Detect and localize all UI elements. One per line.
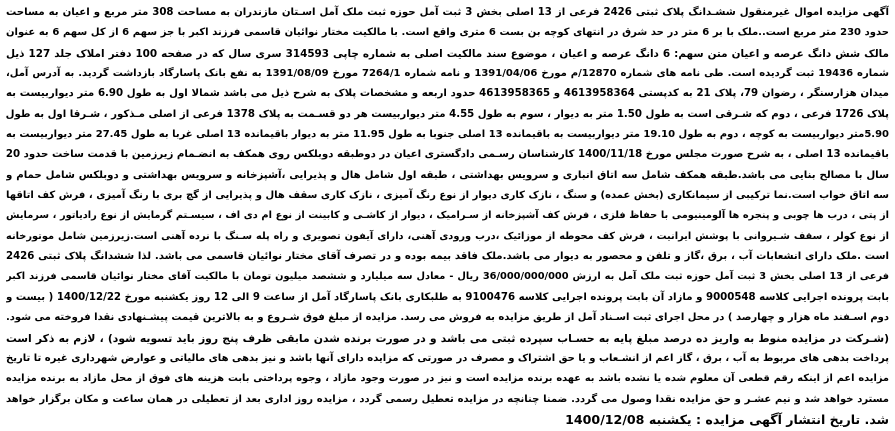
text-line: بابت پرونده اجرایی کلاسه 9000548 و مازاد آن بابت پرونده اجرایی کلاسه 9100476 به طلبکاری بانک پاسارگاد آمل از ساعت 9 الی 12 روز یکشنبه مورخ 1400/12/22 ( بیست و bbox=[6, 291, 889, 303]
text-line: میدان هزارسنگر ، رضوان 79، پلاک 21 به کدپستی 4613958364 و 4613958365 حدود اربعه و مشخصات پلاک به شرح ذیل می باشد شمالا اول به طول 6.90 متر دیواربیست به bbox=[6, 88, 889, 100]
text-line: باقیمانده 13 اصلی ، به شرح صورت مجلس مورخ 1400/11/18 کارشناسان رسـمی دادگستری اعیان در دوطبقه دوبلکس روی همکف به انضـمام زیرزمین با قدمت ساخت حدود 20 bbox=[6, 149, 889, 161]
text-line: سال با مصالح بنایی می باشد.طبقه همکف شامل سه اتاق انباری و سرویس بهداشتی ، طبقه اول شامل هال و پذیرایی ،آشپزخانه و سرویس بهداشتی و دوبلکس شامل حمام و bbox=[6, 169, 889, 181]
text-line: حدود 230 متر مربع است..ملک با بر 6 متر در حد شرق در انتهای کوچه بن بست 6 متری واقع است. با مالکیت مختار نوائیان قاسمی فرزند اکبر با جز سهم 6 از کل سهم 6 به عنوان bbox=[6, 27, 889, 39]
text-line: از پتی ، درب ها چوبی و پنجره ها آلومینیومی با حفاظ فلزی ، فرش کف آشپزخانه از سـرامیک ، دیوار از کاشـی و کابینت از نوع ام دی اف ، سیسـتم گرمایش از نوع رادیاتور ، سرمایش bbox=[6, 210, 889, 222]
text-line: سه اتاق خواب است.نما ترکیبی از سیمانکاری (بخش عمده) و سنگ ، نازک کاری دیوار از نوع رنگ آمیزی ، نازک کاری سقف هال و پذیرایی از گچ بری با رنگ آمیزی ، فرش کف اتاقها bbox=[6, 190, 889, 202]
text-line: پرداخت بدهی های مربوط به آب ، برق ، گاز اعم از انشـعاب و یا حق اشتراک و مصرف در صورتی که مزایده دارای آنها باشد و نیز بدهی های مالیاتی و عوارض شهرداری غیره تا تاریخ bbox=[6, 352, 889, 364]
text-line: دوم اسـفند ماه هزار و چهارصد ) در محل اجرای ثبت اسـناد آمل از طریق مزایده به فروش می رسد. مزایده از مبلغ فوق شـروع و به بالاترین قیمت پیشـنهادی نقدا فروخته می شود. bbox=[6, 312, 889, 324]
text-line: مزایده اعم از اینکه رقم قطعی آن معلوم شده یا نشده باشد به عهده برنده مزایده است و نیز در صورت وجود مازاد ، وجوه پرداختی بابت هزینه های فوق از محل مازاد به برنده مزایده bbox=[6, 373, 889, 385]
publication-date-line: شد. تاریخ انتشار آگهی مزایده : یکشنبه 1400/12/08 bbox=[565, 411, 889, 427]
text-line: مالک شش دانگ عرصه و اعیان متن سهم: 6 دانگ عرصه و اعیان ، موضوع سند مالکیت اصلی به شماره چاپی 314593 سری سال که در صفحه 100 دفتر املاک جلد 127 ذیل bbox=[6, 47, 889, 60]
text-line: از نوع کولر ، سقف شـیروانی با پوشش ایرانیت ، فرش کف محوطه از موزائیک ،درب ورودی آهنی، دارای آیفون تصویری و راه پله سـنگ با نرده آهنی است.زیرزمین شامل موتورخانه bbox=[6, 230, 889, 242]
text-line: 5.90متر دیواربیست به کوچه ، دوم به طول 19.10 متر دیواربیست به باقیمانده 13 اصلی جنوبا به طول 11.95 متر به دیوار باقیمانده 13 اصلی غربا به طول 27.45 متر دیواربیست به bbox=[6, 129, 889, 141]
text-line: است .ملک دارای انشعابات آب ، برق ،گاز و تلفن و محصور به دیوار می باشد.ملک فاقد بیمه بوده و در تصرف آقای مختار نوائیان قاسمی می باشد. لذا ششدانگ پلاک ثبتی 2426 bbox=[6, 251, 889, 263]
text-line: پلاک 1726 فرعی ، دوم که شـرقی است به طول 1.50 متر به دیوار ، سوم به طول 4.55 متر دیواربیست هر دو قسـمت به پلاک 1378 فرعی از اصلی مـذکور ، شـرقا اول به طول bbox=[6, 108, 889, 120]
text-line: آگهی مزایده اموال غیرمنقول ششـدانگ پلاک ثبتی 2426 فرعی از 13 اصلی بخش 3 ثبت آمل حوزه ثبت ملک آمل اسـتان مازندران به مساحت 308 متر مربع و اعیان به مساحت bbox=[6, 7, 889, 18]
text-line: فرعی از 13 اصلی بخش 3 ثبت آمل حوزه ثبت ملک آمل به ارزش 36/000/000/000 ریال - معادل سه میلیارد و ششصد میلیون تومان با مالکیت آقای مختار نوائیان قاسمی فرزند اکبر bbox=[6, 271, 889, 283]
text-line: شماره 19436 ثبت گردیده است. طی نامه های شماره 12870/م مورخ 1391/04/06 و نامه شماره 7264/1 مورخ 1391/08/09 به نفع بانک پاسارگاد بازداشت گردید. به آدرس آمل، bbox=[6, 68, 889, 80]
text-line: (شـرکت در مزایده منوط به واریز ده درصد مبلغ پایه به حسـاب سپرده ثبتی می باشد و در صورت برنده شدن مابقی ظرف پنج روز باید تسویه شود) ، لازم به ذکر است bbox=[6, 331, 889, 345]
text-line: مسترد خواهد شد و نیم عشـر و حق مزایده نقدا وصول می گردد. ضمنا چنانچه در مزایده تعطیل رسمی گردد ، مزایده روز اداری بعد از تعطیلی در همان ساعت و مکان برگزار خواهد bbox=[6, 393, 889, 405]
